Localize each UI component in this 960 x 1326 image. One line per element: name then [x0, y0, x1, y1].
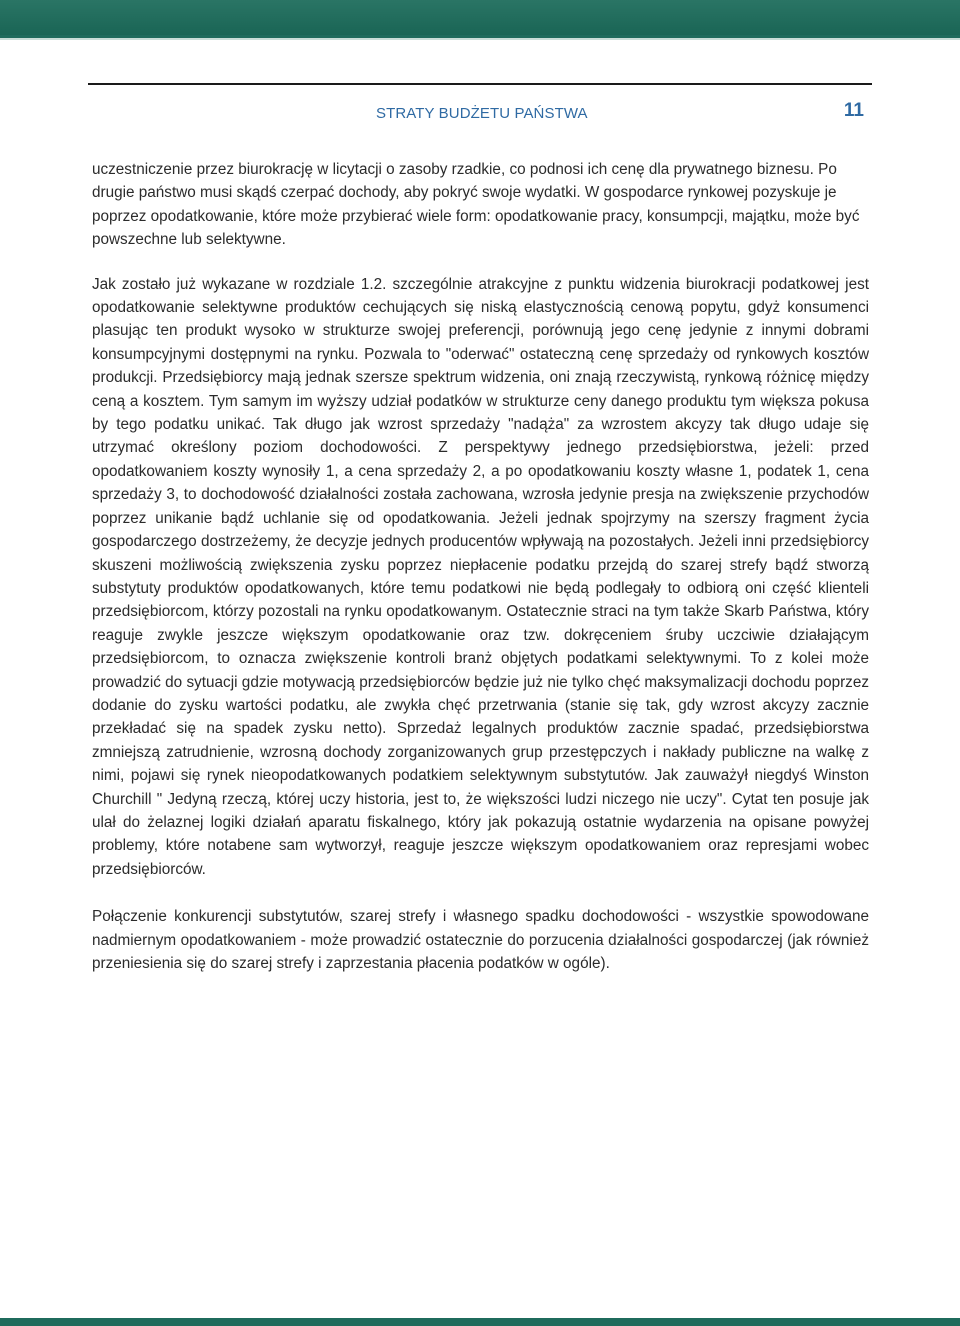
paragraph-1: uczestniczenie przez biurokrację w licytacji o zasoby rzadkie, co podnosi ich cenę dla prywatnego biznesu. Po drugie państwo musi skądś czerpać dochody, aby pokryć swoje wydatki. W gospodarce rynkowej pozyskuje je poprzez opodatkowanie, które może przybierać wiele form: opodatkowanie pracy, konsumpcji, majątku, może być powszechne lub selektywne.	[92, 161, 860, 249]
running-title: STRATY BUDŻETU PAŃSTWA	[376, 105, 588, 122]
page-body	[92, 158, 869, 975]
top-bar-fill	[0, 0, 960, 35]
paragraph-3: Połączenie konkurencji substytutów, szarej strefy i własnego spadku dochodowości - wszystkie spowodowane nadmiernym opodatkowaniem - może prowadzić ostatecznie do porzucenia działalności gospodarczej (jak również przeniesienia się do szarej strefy i zaprzestania płacenia podatków w ogóle).	[92, 908, 869, 972]
bottom-decorative-bar	[0, 1318, 960, 1326]
page-number: 11	[843, 100, 864, 121]
paragraph-2: Jak zostało już wykazane w rozdziale 1.2. szczególnie atrakcyjne z punktu widzenia biurokracji podatkowej jest opodatkowanie selektywne produktów cechujących się niską elastycznością cenową popytu, gdyż konsumenci plasując ten produkt wysoko w strukturze swojej preferencji, porównują jego cenę jedynie z innymi dobrami konsumpcyjnymi dostępnymi na rynku. Pozwala to "oderwać" ostateczną cenę sprzedaży od rynkowych kosztów produkcji. Przedsiębiorcy mają jednak szersze spektrum widzenia, oni znają rzeczywistą, rynkową różnicę między ceną a kosztem. Tym samym im wyższy udział podatków w strukturze ceny danego produktu tym większa pokusa by tego podatku unikać. Tak długo jak wzrost sprzedaży "nadąża" za wzrostem akcyzy tak długo udaje się utrzymać określony poziom dochodowości. Z perspektywy jednego przedsiębiorstwa, jeżeli: przed opodatkowaniem koszty wynosiły 1, a cena sprzedaży 2, a po opodatkowaniu koszty własne 1, podatek 1, cena sprzedaży 3, to dochodowość działalności została zachowana, wzrosła jedynie presja na zwiększenie przychodów poprzez unikanie bądź uchlanie się od opodatkowania. Jeżeli jednak spojrzymy na szerszy fragment życia gospodarczego dostrzeżemy, że decyzje jednych producentów wpływają na pozostałych. Jeżeli inni przedsiębiorcy skuszeni możliwością zwiększenia zysku poprzez niepłacenie podatku przejdą do szarej strefy bądź stworzą substytuty produktów opodatkowanych, które temu podatkowi nie będą podlegały to odbiorą oni część klienteli przedsiębiorcom, którzy pozostali na rynku opodatkowanym. Ostatecznie straci na tym także Skarb Państwa, który reaguje zwykle jeszcze większym opodatkowanie oraz tzw. dokręceniem śruby uczciwie działającym przedsiębiorcom, to oznacza zwiększenie kontroli branż objętych podatkami selektywnymi. To z kolei może prowadzić do sytuacji gdzie motywacją przedsiębiorców będzie już nie tylko chęć maksymalizacji dochodu poprzez dodanie do zysku wartości podatku, ale zwykła chęć przetrwania (stanie się tak, gdy wzrost akcyzy zacznie przekładać się na spadek zysku netto). Sprzedaż legalnych produktów zacznie spadać, przedsiębiorstwa zmniejszą zatrudnienie, wzrosną dochody zorganizowanych grup przestępczych i nakłady publiczne na walkę z nimi, pojawi się rynek nieopodatkowanych podatkiem selektywnym substytutów. Jak zauważył niegdyś Winston Churchill " Jedyną rzeczą, której uczy historia, jest to, że większości ludzi niczego nie uczy". Cytat ten posuje jak ulał do żelaznej logiki działań aparatu fiskalnego, który jak pokazują ostatnie wydarzenia na opisane powyżej problemy, które notabene sam wytworzył, reaguje jeszcze większym opodatkowaniem oraz represjami wobec przedsiębiorców.	[92, 275, 869, 878]
top-decorative-bar	[0, 0, 960, 40]
page-header	[88, 83, 872, 129]
